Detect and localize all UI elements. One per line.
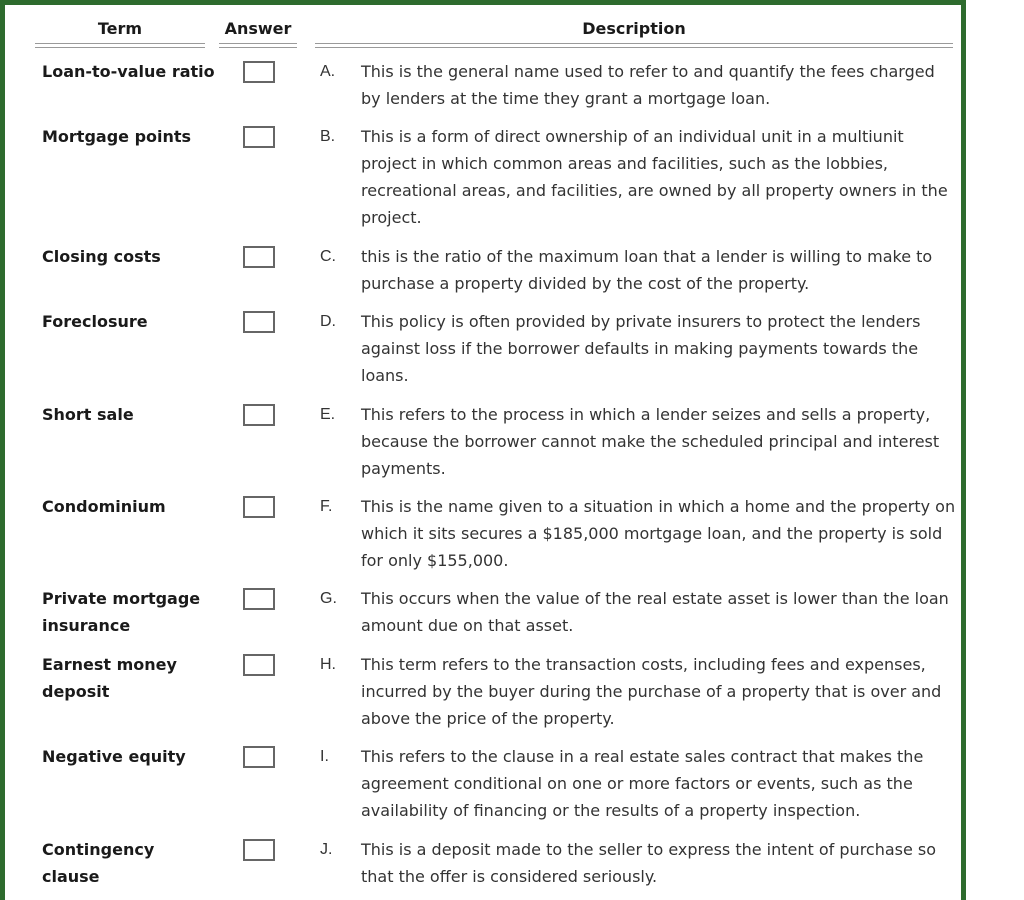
description-text: This occurs when the value of the real estate asset is lower than the loan amount due on that asset. bbox=[361, 589, 949, 635]
description-letter: G. bbox=[320, 590, 337, 607]
description-letter: C. bbox=[320, 248, 336, 265]
description-text: This is the general name used to refer to and quantify the fees charged by lenders at the time they grant a mortgage loan. bbox=[361, 62, 935, 108]
description-text: This is the name given to a situation in which a home and the property on which it sits secures a $185,000 mortgage loan, and the property is sold for only $155,000. bbox=[361, 497, 956, 570]
answer-input[interactable] bbox=[243, 61, 275, 83]
answer-column-header: Answer bbox=[224, 19, 292, 38]
answer-input[interactable] bbox=[243, 246, 275, 268]
answer-input[interactable] bbox=[243, 746, 275, 768]
term-label: Short sale bbox=[42, 405, 134, 424]
term-label: Loan-to-value ratio bbox=[42, 62, 215, 81]
term-label: Condominium bbox=[42, 497, 166, 516]
term-header-rule bbox=[35, 43, 205, 48]
answer-input[interactable] bbox=[243, 654, 275, 676]
description-letter: J. bbox=[320, 841, 333, 858]
term-label: Private mortgage insurance bbox=[42, 589, 201, 635]
description-text: This is a form of direct ownership of an individual unit in a multiunit project in which common areas and facilities, such as the lobbies, recreational areas, and facilities, are owned by all property owners in the project. bbox=[361, 127, 948, 227]
term-label: Negative equity bbox=[42, 747, 186, 766]
description-letter: B. bbox=[320, 128, 336, 145]
description-letter: A. bbox=[320, 63, 336, 80]
answer-input[interactable] bbox=[243, 839, 275, 861]
description-column-header: Description bbox=[582, 19, 686, 38]
term-label: Foreclosure bbox=[42, 312, 148, 331]
description-text: This is a deposit made to the seller to express the intent of purchase so that the offer is considered seriously. bbox=[361, 840, 937, 886]
answer-header-rule bbox=[219, 43, 297, 48]
answer-input[interactable] bbox=[243, 311, 275, 333]
description-text: this is the ratio of the maximum loan that a lender is willing to make to purchase a property divided by the cost of the property. bbox=[361, 247, 933, 293]
answer-input[interactable] bbox=[243, 496, 275, 518]
term-label: Closing costs bbox=[42, 247, 161, 266]
description-text: This refers to the clause in a real estate sales contract that makes the agreement conditional on one or more factors or events, such as the availability of financing or the results of a property inspection. bbox=[361, 747, 924, 820]
description-text: This term refers to the transaction costs, including fees and expenses, incurred by the buyer during the purchase of a property that is over and above the price of the property. bbox=[361, 655, 942, 728]
term-label: Contingency clause bbox=[42, 840, 155, 886]
description-text: This policy is often provided by private insurers to protect the lenders against loss if the borrower defaults in making payments towards the loans. bbox=[361, 312, 921, 385]
term-label: Earnest money deposit bbox=[42, 655, 177, 701]
description-text: This refers to the process in which a lender seizes and sells a property, because the borrower cannot make the scheduled principal and interest payments. bbox=[361, 405, 940, 478]
term-label: Mortgage points bbox=[42, 127, 192, 146]
description-header-rule bbox=[315, 43, 953, 48]
answer-input[interactable] bbox=[243, 126, 275, 148]
answer-input[interactable] bbox=[243, 588, 275, 610]
term-column-header: Term bbox=[97, 19, 143, 38]
description-letter: E. bbox=[320, 406, 336, 423]
description-letter: D. bbox=[320, 313, 336, 330]
answer-input[interactable] bbox=[243, 404, 275, 426]
description-letter: F. bbox=[320, 498, 333, 515]
description-letter: I. bbox=[320, 748, 329, 765]
description-letter: H. bbox=[320, 656, 336, 673]
